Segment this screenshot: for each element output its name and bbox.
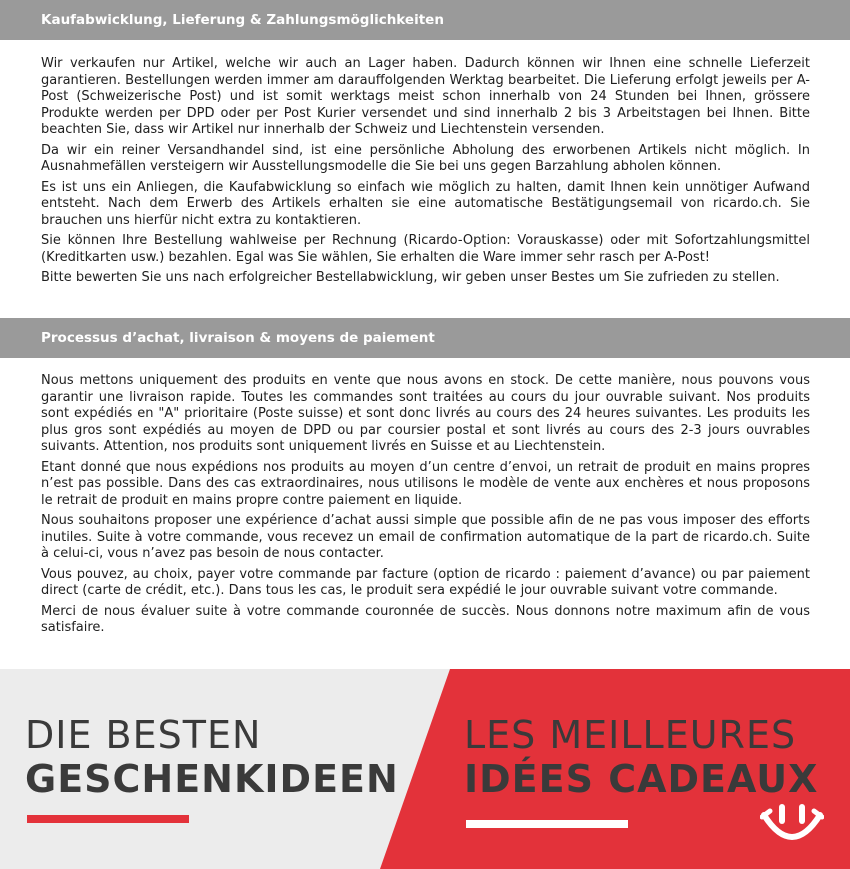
section-heading-de: Kaufabwicklung, Lieferung & Zahlungsmöglichkeiten xyxy=(0,0,850,40)
paragraph: Wir verkaufen nur Artikel, welche wir auch an Lager haben. Dadurch können wir Ihnen eine schnelle Lieferzeit garantieren. Bestellungen werden immer am darauffolgenden Werktag bearbeitet. Die Lieferung erfolgt jeweils per A-Post (Schweizerische Post) und ist somit werktags meist schon innerhalb von 24 Stunden bei Ihnen, grössere Produkte werden per DPD oder per Post Kurier versendet und sind innerhalb 2 bis 3 Arbeitstagen bei Ihnen. Bitte beachten Sie, dass wir Artikel nur innerhalb der Schweiz und Liechtenstein versenden. xyxy=(41,56,810,137)
paragraph: Vous pouvez, au choix, payer votre commande par facture (option de ricardo : paiement d’avance) ou par paiement direct (carte de crédit, etc.). Dans tous les cas, le produit sera expédié le jour ouvrable suivant votre commande. xyxy=(41,566,810,598)
paragraph: Da wir ein reiner Versandhandel sind, ist eine persönliche Abholung des erworbenen Artikels nicht möglich. In Ausnahmefällen versteigern wir Ausstellungsmodelle die Sie bei uns gegen Barzahlung abholen können. xyxy=(41,142,810,174)
paragraph: Nous souhaitons proposer une expérience d’achat aussi simple que possible afin de ne pas vous imposer des efforts inutiles. Suite à votre commande, vous recevez un email de confirmation automatique de la part de ricardo.ch. Suite à celui-ci, vous n’avez pas besoin de nous contacter. xyxy=(41,513,810,561)
banner-fr-line2: IDÉES CADEAUX xyxy=(464,757,819,801)
section-heading-fr: Processus d’achat, livraison & moyens de paiement xyxy=(0,318,850,358)
banner-de-line2: GESCHENKIDEEN xyxy=(25,757,399,801)
paragraph: Sie können Ihre Bestellung wahlweise per Rechnung (Ricardo-Option: Vorauskasse) oder mit Sofortzahlungsmittel (Kreditkarten usw.) bezahlen. Egal was Sie wählen, Sie erhalten die Ware immer sehr rasch per A-Post! xyxy=(41,233,810,265)
banner-fr-line1: LES MEILLEURES xyxy=(464,713,797,757)
banner-fr-underline xyxy=(466,820,628,828)
banner-de-underline xyxy=(27,815,189,823)
paragraph: Bitte bewerten Sie uns nach erfolgreicher Bestellabwicklung, wir geben unser Bestes um Sie zufrieden zu stellen. xyxy=(41,270,780,285)
paragraph: Etant donné que nous expédions nos produits au moyen d’un centre d’envoi, un retrait de produit en mains propres n’est pas possible. Dans des cas extraordinaires, nous utilisons le modèle de vente aux enchères et nous proposons le retrait de produit en mains propre contre paiement en liquide. xyxy=(41,459,810,508)
paragraph: Merci de nous évaluer suite à votre commande couronnée de succès. Nous donnons notre maximum afin de vous satisfaire. xyxy=(41,603,810,635)
section-body-fr xyxy=(41,373,810,641)
banner-de-line1: DIE BESTEN xyxy=(25,713,262,757)
paragraph: Nous mettons uniquement des produits en vente que nous avons en stock. De cette manière, nous pouvons vous garantir une livraison rapide. Toutes les commandes sont traitées au cours du jour ouvrable suivant. Nos produits sont expédiés en "A" prioritaire (Poste suisse) et sont donc livrés au cours des 24 heures suivantes. Les produits les plus gros sont expédiés au moyen de DPD ou par coursier postal et sont livrés au cours des 2-3 jours ouvrables suivants. Attention, nos produits sont uniquement livrés en Suisse et au Liechtenstein. xyxy=(41,373,810,454)
paragraph: Es ist uns ein Anliegen, die Kaufabwicklung so einfach wie möglich zu halten, damit Ihnen kein unnötiger Aufwand entsteht. Nach dem Erwerb des Artikels erhalten sie eine automatische Bestätigungsemail von ricardo.ch. Sie brauchen uns hierfür nicht extra zu kontaktieren. xyxy=(41,179,810,228)
smiley-icon xyxy=(760,803,824,849)
gift-ideas-banner xyxy=(0,669,850,869)
section-body-de xyxy=(41,56,810,291)
